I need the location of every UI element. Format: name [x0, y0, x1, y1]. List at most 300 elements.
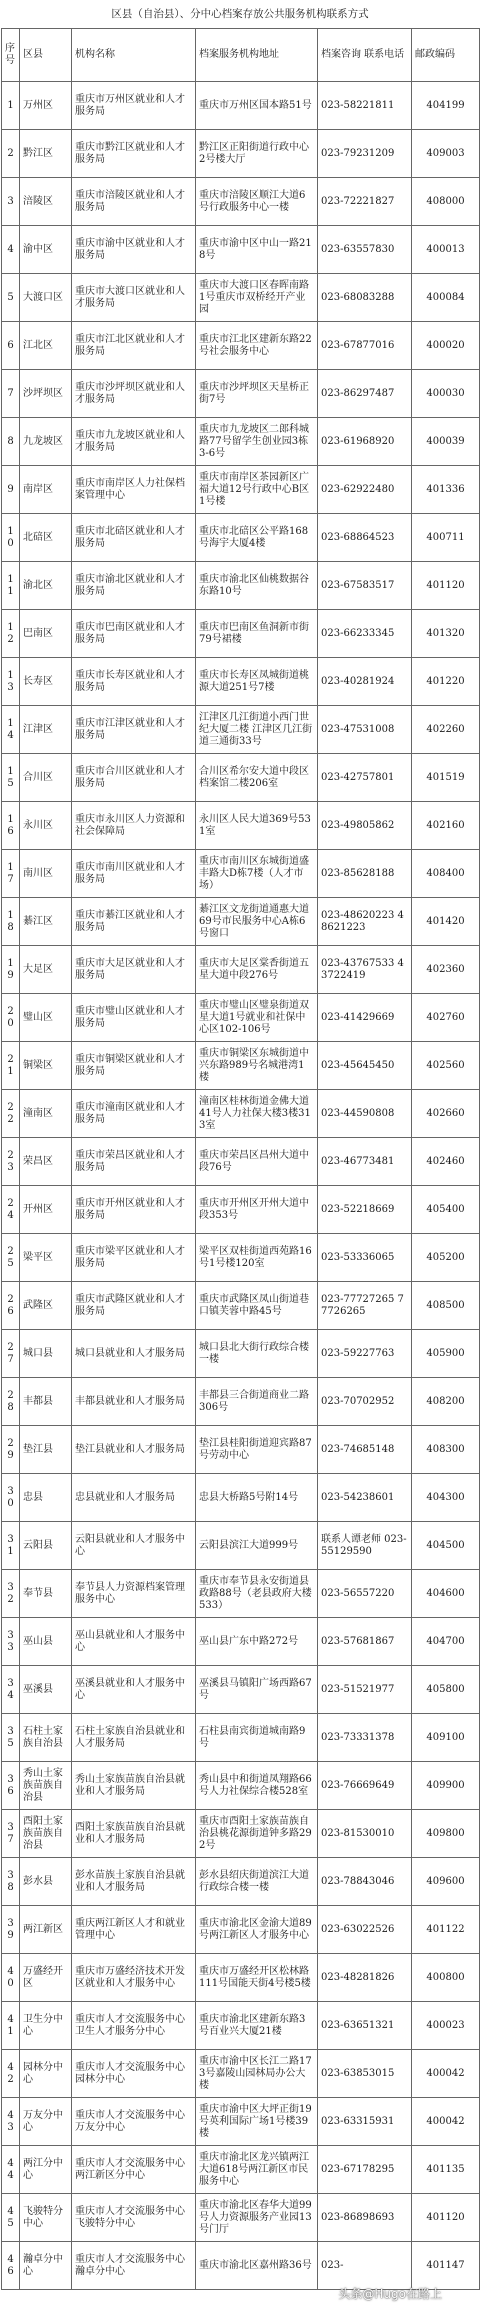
- cell-phone: 023-48281826: [318, 1954, 412, 2002]
- cell-county: 云阳县: [20, 1522, 72, 1570]
- cell-county: 垫江县: [20, 1426, 72, 1474]
- cell-zip: 400800: [412, 1954, 480, 2002]
- cell-phone: 023-68864523: [318, 514, 412, 562]
- table-row: [2, 178, 480, 226]
- header-zip: 邮政编码: [412, 29, 480, 82]
- cell-zip: 400084: [412, 274, 480, 322]
- cell-no: 37: [2, 1810, 20, 1858]
- cell-no: 43: [2, 2098, 20, 2146]
- cell-county: 铜梁区: [20, 1042, 72, 1090]
- cell-county: 奉节县: [20, 1570, 72, 1618]
- cell-zip: 409100: [412, 1714, 480, 1762]
- cell-county: 卫生分中心: [20, 2002, 72, 2050]
- cell-org: 重庆市渝北区就业和人才服务局: [72, 562, 196, 610]
- cell-org: 重庆市綦江区就业和人才服务局: [72, 898, 196, 946]
- table-row: [2, 994, 480, 1042]
- cell-address: 重庆市渝北区春华大道99号人力资源服务产业园13号门厅: [196, 2194, 318, 2242]
- cell-zip: 401120: [412, 562, 480, 610]
- cell-no: 4: [2, 226, 20, 274]
- table-row: [2, 1090, 480, 1138]
- cell-county: 丰都县: [20, 1378, 72, 1426]
- cell-org: 云阳县就业和人才服务中心: [72, 1522, 196, 1570]
- cell-org: 重庆市大渡口区就业和人才服务局: [72, 274, 196, 322]
- cell-phone: 023-67877016: [318, 322, 412, 370]
- table-body: [2, 82, 480, 2290]
- cell-address: 重庆市万州区国本路51号: [196, 82, 318, 130]
- cell-address: 重庆市南岸区茶园新区广福大道12号行政中心B区1号楼: [196, 466, 318, 514]
- table-row: [2, 130, 480, 178]
- cell-phone: 023-76669649: [318, 1762, 412, 1810]
- cell-county: 荣昌区: [20, 1138, 72, 1186]
- cell-org: 重庆市合川区就业和人才服务局: [72, 754, 196, 802]
- cell-zip: 400020: [412, 322, 480, 370]
- cell-address: 城口县北大街行政综合楼一楼: [196, 1330, 318, 1378]
- cell-no: 2: [2, 130, 20, 178]
- table-row: [2, 370, 480, 418]
- cell-county: 渝北区: [20, 562, 72, 610]
- cell-phone: 023-67583517: [318, 562, 412, 610]
- cell-phone: 023-56557220: [318, 1570, 412, 1618]
- cell-org: 奉节县人力资源档案管理服务中心: [72, 1570, 196, 1618]
- header-no: 序号: [2, 29, 20, 82]
- table-row: [2, 1234, 480, 1282]
- cell-org: 城口县就业和人才服务局: [72, 1330, 196, 1378]
- cell-county: 石柱土家族自治县: [20, 1714, 72, 1762]
- cell-phone: 023-70702952: [318, 1378, 412, 1426]
- cell-address: 梁平区双桂街道西苑路16号1号楼120室: [196, 1234, 318, 1282]
- cell-no: 12: [2, 610, 20, 658]
- cell-county: 巴南区: [20, 610, 72, 658]
- cell-county: 酉阳土家族苗族自治县: [20, 1810, 72, 1858]
- cell-county: 大渡口区: [20, 274, 72, 322]
- watermark: 头条@Hugo在路上: [338, 2287, 442, 2301]
- cell-phone: 023-81530010: [318, 1810, 412, 1858]
- header-county: 区县: [20, 29, 72, 82]
- table-row: [2, 1714, 480, 1762]
- cell-phone: 023-63557830: [318, 226, 412, 274]
- cell-county: 九龙坡区: [20, 418, 72, 466]
- cell-zip: 402260: [412, 706, 480, 754]
- cell-zip: 408000: [412, 178, 480, 226]
- cell-no: 33: [2, 1618, 20, 1666]
- cell-org: 重庆市荣昌区就业和人才服务局: [72, 1138, 196, 1186]
- cell-county: 万友分中心: [20, 2098, 72, 2146]
- cell-no: 31: [2, 1522, 20, 1570]
- cell-county: 万州区: [20, 82, 72, 130]
- header-org: 机构名称: [72, 29, 196, 82]
- table-row: [2, 1426, 480, 1474]
- cell-org: 重庆市永川区人力资源和社会保障局: [72, 802, 196, 850]
- cell-no: 36: [2, 1762, 20, 1810]
- cell-zip: 404199: [412, 82, 480, 130]
- cell-address: 重庆市南川区东城街道盛丰路大D栋7楼（人才市场）: [196, 850, 318, 898]
- cell-address: 合川区希尔安大道中段区档案馆二楼206室: [196, 754, 318, 802]
- cell-zip: 401420: [412, 898, 480, 946]
- cell-phone: 023-67178295: [318, 2146, 412, 2194]
- cell-no: 44: [2, 2146, 20, 2194]
- cell-no: 39: [2, 1906, 20, 1954]
- cell-zip: 400711: [412, 514, 480, 562]
- cell-no: 17: [2, 850, 20, 898]
- cell-address: 重庆市渝中区大坪正街19号英利国际广场1号楼39楼: [196, 2098, 318, 2146]
- cell-address: 重庆市渝北区建新东路3号百业兴大厦21楼: [196, 2002, 318, 2050]
- table-row: [2, 2098, 480, 2146]
- cell-zip: 402360: [412, 946, 480, 994]
- cell-address: 忠县大桥路5号附14号: [196, 1474, 318, 1522]
- cell-address: 重庆市渝北区嘉州路36号: [196, 2242, 318, 2290]
- table-row: [2, 1378, 480, 1426]
- cell-org: 重庆市渝中区就业和人才服务局: [72, 226, 196, 274]
- table-row: [2, 2050, 480, 2098]
- table-row: [2, 610, 480, 658]
- cell-no: 28: [2, 1378, 20, 1426]
- cell-county: 瀚卓分中心: [20, 2242, 72, 2290]
- cell-phone: 023-59227763: [318, 1330, 412, 1378]
- cell-address: 重庆市璧山区璧泉街道双星大道1号就业和社保中心区102-106号: [196, 994, 318, 1042]
- cell-org: 重庆市九龙坡区就业和人才服务局: [72, 418, 196, 466]
- cell-no: 8: [2, 418, 20, 466]
- cell-org: 重庆市开州区就业和人才服务局: [72, 1186, 196, 1234]
- cell-no: 45: [2, 2194, 20, 2242]
- table-row: [2, 562, 480, 610]
- cell-address: 重庆市九龙坡区二郎科城路77号留学生创业园3栋3-6号: [196, 418, 318, 466]
- cell-address: 彭水县绍庆街道滨江大道行政综合楼一楼: [196, 1858, 318, 1906]
- cell-zip: 400042: [412, 2050, 480, 2098]
- cell-org: 重庆两江新区人才和就业管理中心: [72, 1906, 196, 1954]
- cell-county: 城口县: [20, 1330, 72, 1378]
- cell-zip: 408500: [412, 1282, 480, 1330]
- cell-zip: 401336: [412, 466, 480, 514]
- cell-county: 江津区: [20, 706, 72, 754]
- cell-zip: 409600: [412, 1858, 480, 1906]
- cell-no: 6: [2, 322, 20, 370]
- cell-zip: 400039: [412, 418, 480, 466]
- cell-zip: 401147: [412, 2242, 480, 2290]
- cell-org: 重庆市南川区就业和人才服务局: [72, 850, 196, 898]
- cell-zip: 402160: [412, 802, 480, 850]
- cell-no: 40: [2, 1954, 20, 2002]
- header-address: 档案服务机构地址: [196, 29, 318, 82]
- cell-phone: 023-58221811: [318, 82, 412, 130]
- cell-phone: 023-48620223 48621223: [318, 898, 412, 946]
- cell-county: 彭水县: [20, 1858, 72, 1906]
- cell-no: 34: [2, 1666, 20, 1714]
- cell-org: 彭水苗族土家族自治县就业和人才服务局: [72, 1858, 196, 1906]
- cell-no: 16: [2, 802, 20, 850]
- cell-address: 重庆市酉阳土家族苗族自治县桃花源街道钟多路292号: [196, 1810, 318, 1858]
- cell-org: 石柱土家族自治县就业和人才服务局: [72, 1714, 196, 1762]
- cell-org: 忠县就业和人才服务局: [72, 1474, 196, 1522]
- cell-county: 开州区: [20, 1186, 72, 1234]
- cell-address: 重庆市渝北区仙桃数据谷东路10号: [196, 562, 318, 610]
- contact-table: [1, 28, 480, 2290]
- cell-phone: 023-86898693: [318, 2194, 412, 2242]
- cell-address: 重庆市大足区棠香街道五星大道中段276号: [196, 946, 318, 994]
- cell-no: 13: [2, 658, 20, 706]
- cell-address: 云阳县滨江大道999号: [196, 1522, 318, 1570]
- cell-org: 巫溪县就业和人才服务中心: [72, 1666, 196, 1714]
- cell-address: 重庆市渝北区金渝大道89号两江新区人才服务中心: [196, 1906, 318, 1954]
- cell-org: 重庆市人才交流服务中心园林分中心: [72, 2050, 196, 2098]
- cell-zip: 400013: [412, 226, 480, 274]
- table-row: [2, 1570, 480, 1618]
- cell-county: 南岸区: [20, 466, 72, 514]
- table-row: [2, 418, 480, 466]
- table-row: [2, 1858, 480, 1906]
- cell-no: 19: [2, 946, 20, 994]
- table-row: [2, 1330, 480, 1378]
- table-row: [2, 898, 480, 946]
- cell-zip: 405900: [412, 1330, 480, 1378]
- cell-no: 27: [2, 1330, 20, 1378]
- cell-org: 重庆市潼南区就业和人才服务局: [72, 1090, 196, 1138]
- table-row: [2, 1042, 480, 1090]
- table-row: [2, 514, 480, 562]
- cell-no: 29: [2, 1426, 20, 1474]
- cell-phone: 023-85628188: [318, 850, 412, 898]
- cell-address: 重庆市涪陵区顺江大道6号行政服务中心一楼: [196, 178, 318, 226]
- cell-no: 22: [2, 1090, 20, 1138]
- cell-county: 江北区: [20, 322, 72, 370]
- page-title: 区县（自治县）、分中心档案存放公共服务机构联系方式: [111, 8, 369, 20]
- cell-phone: 023-44590808: [318, 1090, 412, 1138]
- table-row: [2, 466, 480, 514]
- cell-phone: 023-78843046: [318, 1858, 412, 1906]
- cell-county: 永川区: [20, 802, 72, 850]
- cell-zip: 408400: [412, 850, 480, 898]
- cell-phone: 023-73331378: [318, 1714, 412, 1762]
- cell-org: 重庆市大足区就业和人才服务局: [72, 946, 196, 994]
- cell-zip: 402660: [412, 1090, 480, 1138]
- cell-phone: 023-79231209: [318, 130, 412, 178]
- header-phone: 档案咨询 联系电话: [318, 29, 412, 82]
- cell-org: 重庆市江北区就业和人才服务局: [72, 322, 196, 370]
- table-row: [2, 274, 480, 322]
- cell-address: 重庆市奉节县永安街道县政路88号（老县政府大楼533）: [196, 1570, 318, 1618]
- cell-address: 重庆市渝中区中山一路218号: [196, 226, 318, 274]
- table-row: [2, 850, 480, 898]
- cell-no: 9: [2, 466, 20, 514]
- cell-county: 璧山区: [20, 994, 72, 1042]
- cell-county: 两江新区: [20, 1906, 72, 1954]
- table-row: [2, 706, 480, 754]
- cell-org: 巫山县就业和人才服务中心: [72, 1618, 196, 1666]
- cell-no: 30: [2, 1474, 20, 1522]
- table-row: [2, 2194, 480, 2242]
- cell-no: 38: [2, 1858, 20, 1906]
- table-row: [2, 1810, 480, 1858]
- cell-zip: 405200: [412, 1234, 480, 1282]
- table-row: [2, 1474, 480, 1522]
- cell-phone: 023-77727265 77726265: [318, 1282, 412, 1330]
- cell-phone: 023-62922480: [318, 466, 412, 514]
- cell-address: 垫江县桂阳街道迎宾路87号劳动中心: [196, 1426, 318, 1474]
- cell-zip: 404300: [412, 1474, 480, 1522]
- cell-phone: 023-66233345: [318, 610, 412, 658]
- cell-no: 46: [2, 2242, 20, 2290]
- cell-county: 巫山县: [20, 1618, 72, 1666]
- cell-county: 长寿区: [20, 658, 72, 706]
- table-row: [2, 754, 480, 802]
- cell-county: 万盛经开区: [20, 1954, 72, 2002]
- cell-phone: 023-63651321: [318, 2002, 412, 2050]
- table-row: [2, 2242, 480, 2290]
- cell-no: 3: [2, 178, 20, 226]
- cell-org: 重庆市人才交流服务中心瀚卓分中心: [72, 2242, 196, 2290]
- table-row: [2, 1906, 480, 1954]
- cell-org: 重庆市人才交流服务中心飞骏特分中心: [72, 2194, 196, 2242]
- cell-org: 重庆市北碚区就业和人才服务局: [72, 514, 196, 562]
- cell-no: 26: [2, 1282, 20, 1330]
- cell-zip: 404700: [412, 1618, 480, 1666]
- cell-org: 重庆市万州区就业和人才服务局: [72, 82, 196, 130]
- cell-county: 潼南区: [20, 1090, 72, 1138]
- cell-address: 永川区人民大道369号531室: [196, 802, 318, 850]
- cell-no: 14: [2, 706, 20, 754]
- cell-org: 重庆市沙坪坝区就业和人才服务局: [72, 370, 196, 418]
- cell-phone: 023-43767533 43722419: [318, 946, 412, 994]
- cell-phone: 023-68083288: [318, 274, 412, 322]
- cell-no: 7: [2, 370, 20, 418]
- cell-zip: 409003: [412, 130, 480, 178]
- cell-phone: 023-46773481: [318, 1138, 412, 1186]
- cell-org: 重庆市武隆区就业和人才服务局: [72, 1282, 196, 1330]
- cell-address: 重庆市开州区开州大道中段353号: [196, 1186, 318, 1234]
- cell-org: 重庆市人才交流服务中心万友分中心: [72, 2098, 196, 2146]
- cell-org: 重庆市梁平区就业和人才服务局: [72, 1234, 196, 1282]
- cell-address: 江津区几江街道小西门世纪大厦二楼 江津区几江街道三通街33号: [196, 706, 318, 754]
- cell-address: 重庆市铜梁区东城街道中兴东路989号名城港湾1楼: [196, 1042, 318, 1090]
- cell-phone: 023-40281924: [318, 658, 412, 706]
- table-row: [2, 946, 480, 994]
- table-row: [2, 1666, 480, 1714]
- cell-phone: 023-57681867: [318, 1618, 412, 1666]
- cell-county: 秀山土家族苗族自治县: [20, 1762, 72, 1810]
- cell-county: 梁平区: [20, 1234, 72, 1282]
- table-row: [2, 1282, 480, 1330]
- cell-org: 重庆市巴南区就业和人才服务局: [72, 610, 196, 658]
- cell-no: 41: [2, 2002, 20, 2050]
- table-row: [2, 2146, 480, 2194]
- cell-zip: 400030: [412, 370, 480, 418]
- cell-address: 重庆市万盛经开区松林路111号国能天街4号楼5楼: [196, 1954, 318, 2002]
- cell-zip: 404500: [412, 1522, 480, 1570]
- cell-county: 合川区: [20, 754, 72, 802]
- cell-county: 綦江区: [20, 898, 72, 946]
- cell-no: 10: [2, 514, 20, 562]
- cell-address: 重庆市巴南区鱼洞新市街79号裙楼: [196, 610, 318, 658]
- cell-county: 武隆区: [20, 1282, 72, 1330]
- cell-county: 沙坪坝区: [20, 370, 72, 418]
- cell-org: 酉阳土家族苗族自治县就业和人才服务局: [72, 1810, 196, 1858]
- cell-org: 重庆市江津区就业和人才服务局: [72, 706, 196, 754]
- table-row: [2, 322, 480, 370]
- cell-org: 重庆市长寿区就业和人才服务局: [72, 658, 196, 706]
- cell-org: 重庆市铜梁区就业和人才服务局: [72, 1042, 196, 1090]
- cell-org: 重庆市南岸区人力社保档案管理中心: [72, 466, 196, 514]
- cell-phone: 联系人谭老师 023-55129590: [318, 1522, 412, 1570]
- cell-address: 重庆市大渡口区春晖南路1号重庆市双桥经开产业园: [196, 274, 318, 322]
- cell-no: 18: [2, 898, 20, 946]
- cell-phone: 023-54238601: [318, 1474, 412, 1522]
- cell-zip: 408200: [412, 1378, 480, 1426]
- table-row: [2, 2002, 480, 2050]
- cell-phone: 023-61968920: [318, 418, 412, 466]
- table-row: [2, 1954, 480, 2002]
- cell-phone: 023-52218669: [318, 1186, 412, 1234]
- cell-address: 巫山县广东中路272号: [196, 1618, 318, 1666]
- cell-phone: 023-49805862: [318, 802, 412, 850]
- table-row: [2, 658, 480, 706]
- cell-zip: 409800: [412, 1810, 480, 1858]
- cell-zip: 404600: [412, 1570, 480, 1618]
- cell-zip: 401220: [412, 658, 480, 706]
- cell-address: 綦江区文龙街道通惠大道69号市民服务中心A栋6号窗口: [196, 898, 318, 946]
- cell-phone: 023-47531008: [318, 706, 412, 754]
- cell-no: 32: [2, 1570, 20, 1618]
- table-row: [2, 802, 480, 850]
- table-row: [2, 1762, 480, 1810]
- cell-address: 黔江区正阳街道行政中心2号楼大厅: [196, 130, 318, 178]
- cell-county: 涪陵区: [20, 178, 72, 226]
- cell-address: 石柱县南宾街道城南路9号: [196, 1714, 318, 1762]
- cell-phone: 023-42757801: [318, 754, 412, 802]
- cell-no: 11: [2, 562, 20, 610]
- cell-no: 35: [2, 1714, 20, 1762]
- table-row: [2, 82, 480, 130]
- cell-county: 飞骏特分中心: [20, 2194, 72, 2242]
- cell-org: 丰都县就业和人才服务局: [72, 1378, 196, 1426]
- cell-address: 巫溪县马镇阳广场西路67号: [196, 1666, 318, 1714]
- table-row: [2, 1522, 480, 1570]
- cell-phone: 023-63315931: [318, 2098, 412, 2146]
- cell-county: 渝中区: [20, 226, 72, 274]
- cell-phone: 023-72221827: [318, 178, 412, 226]
- cell-address: 重庆市武隆区凤山街道巷口镇芙蓉中路45号: [196, 1282, 318, 1330]
- cell-county: 两江分中心: [20, 2146, 72, 2194]
- cell-phone: 023-86297487: [318, 370, 412, 418]
- cell-county: 大足区: [20, 946, 72, 994]
- cell-county: 南川区: [20, 850, 72, 898]
- cell-zip: 402460: [412, 1138, 480, 1186]
- cell-phone: 023-: [318, 2242, 412, 2290]
- cell-zip: 402760: [412, 994, 480, 1042]
- cell-zip: 400023: [412, 2002, 480, 2050]
- cell-zip: 400042: [412, 2098, 480, 2146]
- cell-zip: 402560: [412, 1042, 480, 1090]
- table-row: [2, 1186, 480, 1234]
- cell-address: 重庆市江北区建新东路22号社会服务中心: [196, 322, 318, 370]
- cell-org: 垫江县就业和人才服务局: [72, 1426, 196, 1474]
- cell-no: 21: [2, 1042, 20, 1090]
- cell-org: 重庆市万盛经济技术开发区就业和人才服务中心: [72, 1954, 196, 2002]
- cell-org: 重庆市人才交流服务中心两江新区分中心: [72, 2146, 196, 2194]
- cell-address: 重庆市渝北区龙兴镇两江大道618号两江新区市民服务中心: [196, 2146, 318, 2194]
- cell-address: 重庆市长寿区凤城街道桃源大道251号7楼: [196, 658, 318, 706]
- cell-zip: 401120: [412, 2194, 480, 2242]
- cell-org: 重庆市璧山区就业和人才服务局: [72, 994, 196, 1042]
- cell-org: 重庆市黔江区就业和人才服务局: [72, 130, 196, 178]
- cell-no: 5: [2, 274, 20, 322]
- cell-zip: 408300: [412, 1426, 480, 1474]
- cell-zip: 401320: [412, 610, 480, 658]
- cell-org: 重庆市人才交流服务中心卫生人才服务分中心: [72, 2002, 196, 2050]
- cell-org: 秀山土家族苗族自治县就业和人才服务局: [72, 1762, 196, 1810]
- cell-zip: 409900: [412, 1762, 480, 1810]
- cell-phone: 023-63022526: [318, 1906, 412, 1954]
- cell-phone: 023-74685148: [318, 1426, 412, 1474]
- cell-phone: 023-41429669: [318, 994, 412, 1042]
